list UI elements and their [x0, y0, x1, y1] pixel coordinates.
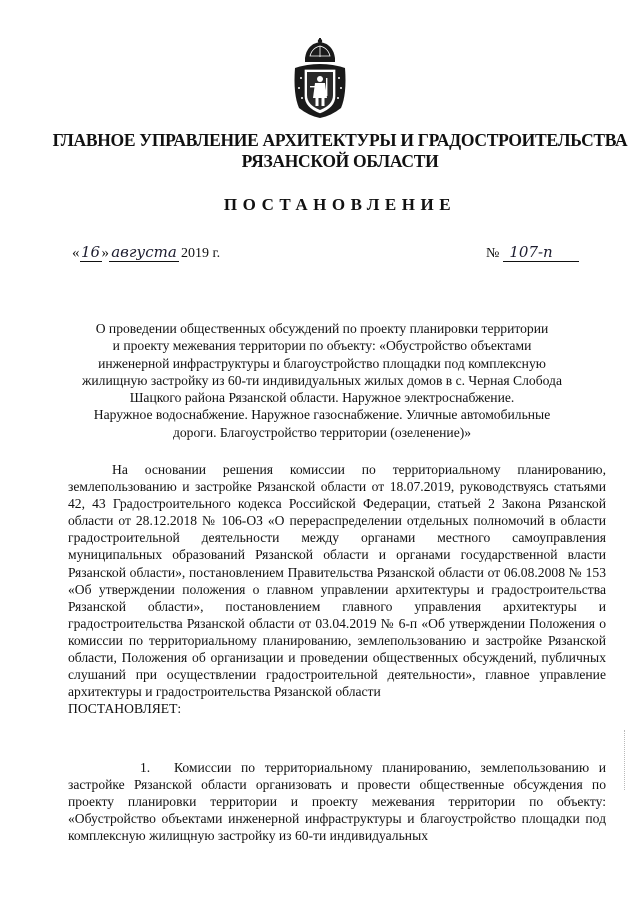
- subject-line: Шацкого района Рязанской области. Наружное электроснабжение.: [129, 390, 515, 406]
- preamble-paragraph: [68, 461, 606, 717]
- subject-line: дороги. Благоустройство территории (озеленение)»: [172, 424, 472, 440]
- date-close-quote: »: [101, 245, 109, 261]
- organization-name: [40, 130, 640, 172]
- item-number: 1.: [140, 760, 151, 775]
- date-open-quote: «: [72, 245, 80, 261]
- document-subject: [78, 320, 566, 441]
- number-label: №: [486, 246, 500, 261]
- subject-line: инженерной инфраструктуры и благоустройство площадки под комплексную: [98, 355, 546, 371]
- document-type-title: ПОСТАНОВЛЕНИЕ: [223, 195, 457, 214]
- subject-line: жилищную застройку из 60-ти индивидуальных жилых домов в с. Черная Слобода: [82, 372, 562, 388]
- document-date: [72, 243, 220, 262]
- subject-line: и проекту межевания территории по объекту: «Обустройство объектами: [112, 338, 532, 354]
- number-value: 107-п: [503, 243, 579, 262]
- subject-line: О проведении общественных обсуждений по проекту планировки территории: [95, 321, 549, 336]
- date-month: августа: [109, 243, 179, 262]
- date-day: 16: [80, 243, 101, 261]
- ryazan-coat-of-arms-icon: [293, 38, 347, 122]
- document-number: [486, 243, 579, 262]
- decree-word: ПОСТАНОВЛЯЕТ:: [68, 701, 182, 717]
- preamble-text: На основании решения комиссии по территориальному планированию, землепользованию и застройке Рязанской области от 18.07.2019, руководствуясь статьями 42, 43 Градостроительного кодекса Российской Федерации, статьей 2 Закона Рязанской области от 28.12.2018 № 106-ОЗ «О перераспределении отдельных полномочий в области градостроительной деятельности между органами местного самоуправления муниципальных образований Рязанской области и органами государственной власти Рязанской области», постановлением Правительства Рязанской области от 06.08.2008 № 153 «Об утверждении положения о главном управлении архитектуры и градостроительства Рязанской области», постановлением главного управления архитектуры и градостроительства Рязанской области от 03.04.2019 № 6-п «Об утверждении Положения о комиссии по территориальному планированию, землепользованию и застройке Рязанской области, Положения об организации и проведении общественных обсуждений, публичных слушаний при осуществлении градостроительной деятельности», главное управление архитектуры и градостроительства Рязанской области: [68, 462, 606, 700]
- organization-name-line2: РЯЗАНСКОЙ ОБЛАСТИ: [241, 151, 439, 171]
- numbered-item: [68, 759, 606, 844]
- date-year: 2019 г.: [181, 246, 221, 261]
- scan-edge-mark: [624, 730, 629, 790]
- organization-name-line1: ГЛАВНОЕ УПРАВЛЕНИЕ АРХИТЕКТУРЫ И ГРАДОСТРОИТЕЛЬСТВА: [52, 130, 628, 150]
- item-paragraph: [68, 759, 606, 844]
- item-text: Комиссии по территориальному планированию, землепользованию и застройке Рязанской области организовать и провести общественные обсуждения по проекту планировки территории и проекту межевания территории по объекту: «Обустройство объектами инженерной инфраструктуры и благоустройство площадки под комплексную жилищную застройку из 60-ти индивидуальных: [68, 760, 606, 844]
- subject-line: Наружное водоснабжение. Наружное газоснабжение. Уличные автомобильные: [93, 407, 551, 423]
